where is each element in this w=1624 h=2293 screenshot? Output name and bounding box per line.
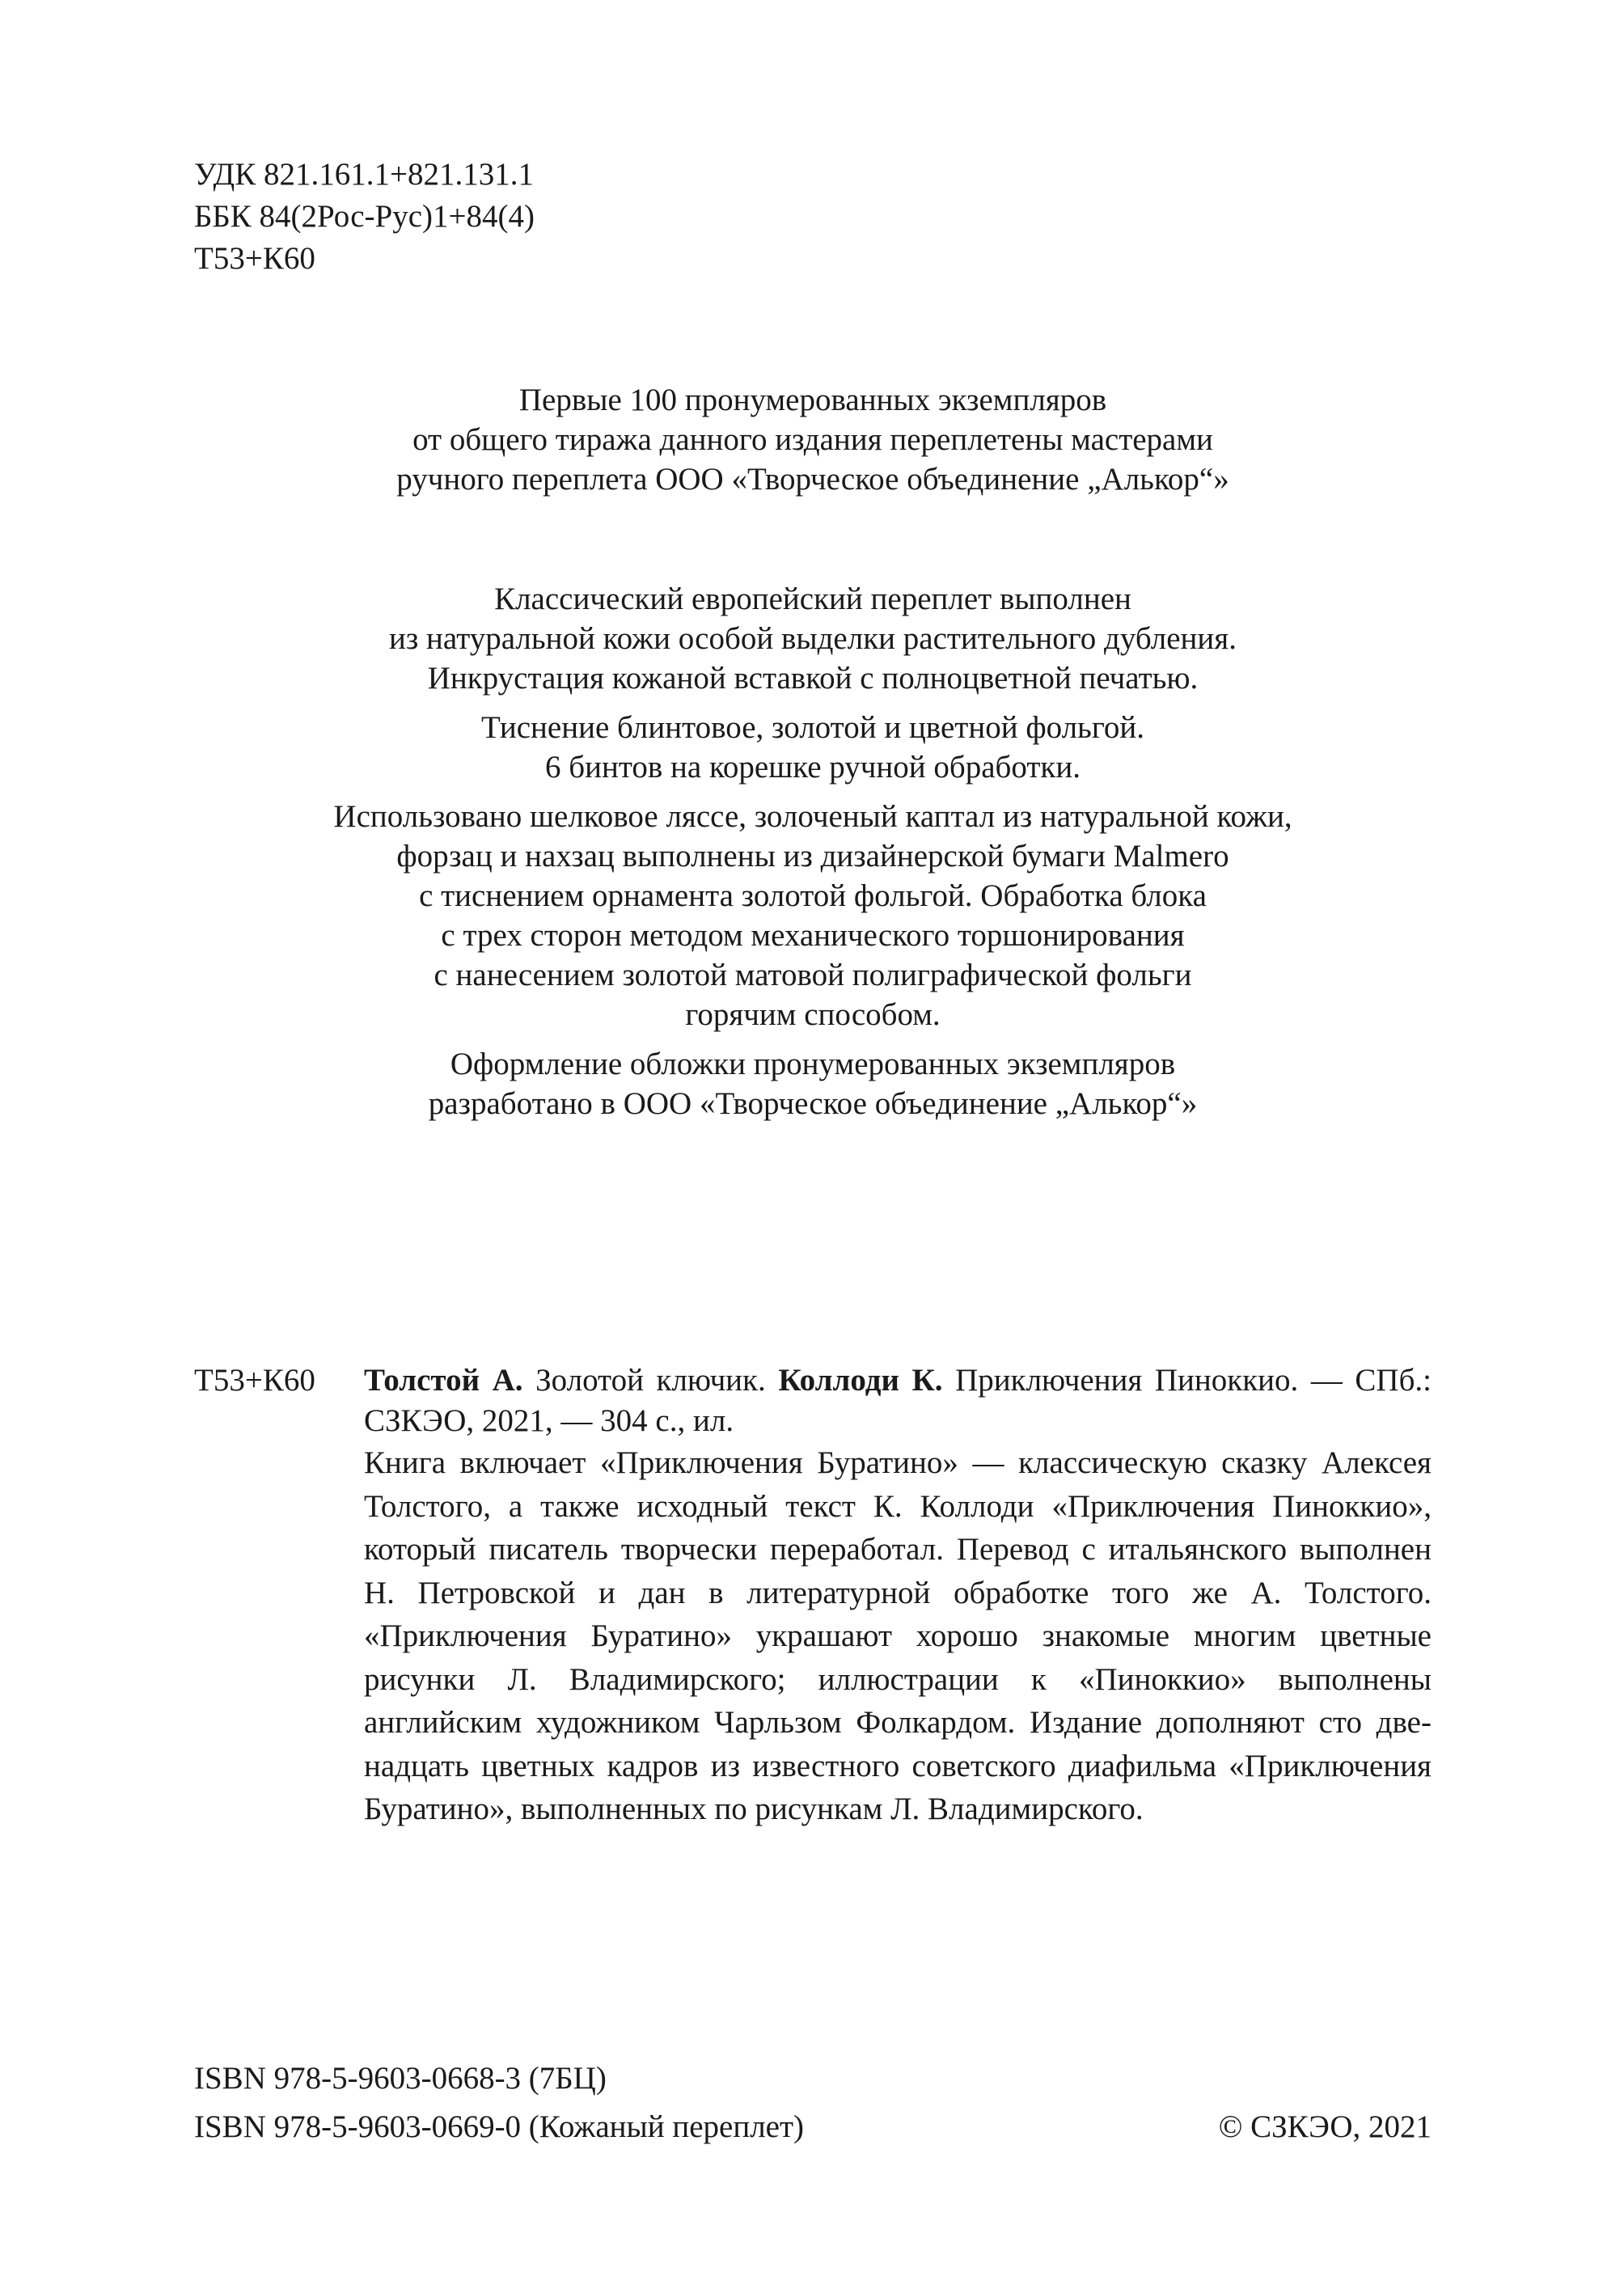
limited-edition-text: Первые 100 пронумерованных экземпляров от общего тиража данного издания переплетены мастерами ручного переплета ООО «Творческое объединение „Алькор“» — [396, 383, 1229, 497]
binding-paragraph-cover-design: Оформление обложки пронумерованных экземпляров разработано в ООО «Творческое объединение „Алькор“» — [428, 1047, 1198, 1121]
isbn-leather: ISBN 978-5-9603-0669-0 (Кожаный переплет) — [194, 2109, 805, 2144]
author-collodi: Коллоди К. — [778, 1363, 943, 1398]
bibliographic-entry — [194, 1360, 1432, 1441]
udk-code: УДК 821.161.1+821.131.1 — [194, 157, 535, 192]
publication-details: Приключения Пиноккио. — СПб.: СЗКЭО, 2021, — 304 с., ил. — [364, 1363, 1432, 1438]
author-mark: Т53+К60 — [194, 241, 315, 276]
isbn-block — [194, 2054, 1432, 2151]
bibliographic-description — [364, 1360, 1432, 1441]
isbn-7bc: ISBN 978-5-9603-0668-3 (7БЦ) — [194, 2061, 607, 2096]
bbk-code: ББК 84(2Рос-Рус)1+84(4) — [194, 199, 535, 234]
title-golden-key: Золотой ключик. — [522, 1363, 779, 1398]
author-tolstoy: Толстой А. — [364, 1363, 523, 1398]
classification-codes — [194, 154, 535, 280]
copyright-notice: © СЗКЭО, 2021 — [1218, 2109, 1432, 2144]
isbn-row-1 — [194, 2054, 1432, 2103]
bibliographic-record — [194, 1360, 1432, 1831]
binding-paragraph-embossing: Тиснение блинтовое, золотой и цветной фольгой. 6 бинтов на корешке ручной обработки. — [481, 710, 1144, 785]
binding-paragraph-materials: Использовано шелковое ляссе, золоченый каптал из натуральной кожи, форзац и нахзац выполнены из дизайнерской бумаги Malmero с тиснением орнамента золотой фольгой. Обработка блока с трех сторон методом механического торшонирования с нанесением золотой матовой полиграфической фольги горячим способом. — [333, 799, 1292, 1032]
bibliographic-code: Т53+К60 — [194, 1363, 315, 1398]
binding-paragraph-leather: Классический европейский переплет выполнен из натуральной кожи особой выделки растительного дубления. Инкрустация кожаной вставкой с полноцветной печатью. — [389, 582, 1237, 696]
binding-description — [194, 579, 1432, 1123]
isbn-row-2 — [194, 2103, 1432, 2151]
book-annotation: Книга включает «Приключения Буратино» — классическую сказку Алексея Толстого, а также исходный текст К. Коллоди «Приключения Пиноккио», который писатель творчески переработал. Перевод с итальянского выполнен Н. Петровской и дан в литературной обработке того же А. Толстого. «Приключения Буратино» украшают хорошо знакомые многим цветные рисунки Л. Владимирского; иллюстрации к «Пиноккио» выполнены английским художником Чарльзом Фолкардом. Издание дополняют сто двенадцать цветных кадров из известного советского диафильма «Приключения Буратино», выполненных по рисункам Л. Владимирского. — [364, 1445, 1432, 1826]
limited-edition-note — [194, 380, 1432, 499]
